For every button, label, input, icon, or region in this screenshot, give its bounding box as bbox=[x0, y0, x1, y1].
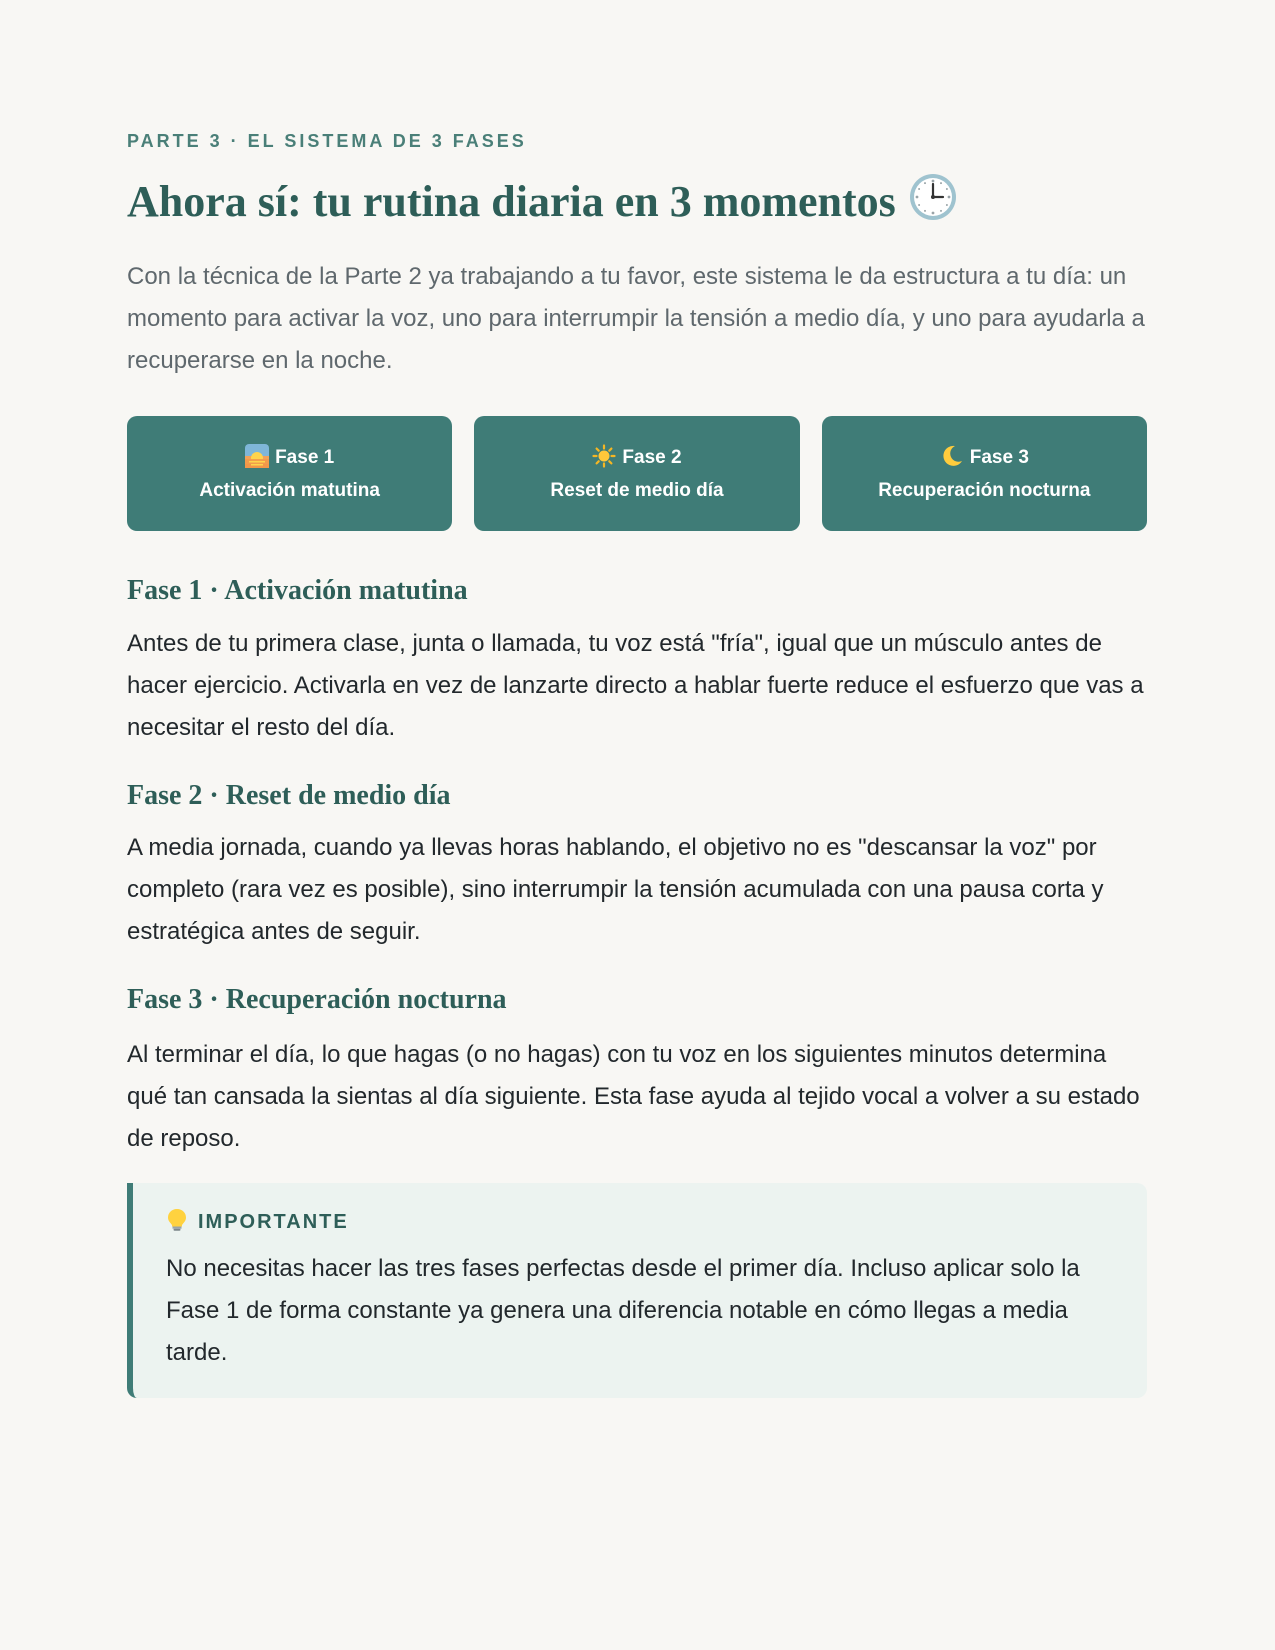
page-title bbox=[127, 172, 958, 230]
phase-card-subtitle: Reset de medio día bbox=[550, 479, 724, 501]
phase-card-1[interactable] bbox=[127, 416, 452, 531]
phase-card-subtitle: Recuperación nocturna bbox=[878, 479, 1091, 501]
lightbulb-icon bbox=[166, 1208, 188, 1232]
sun-icon bbox=[592, 444, 616, 468]
phase-card-title bbox=[245, 441, 334, 474]
sunrise-icon bbox=[245, 444, 269, 468]
phase-card-3[interactable] bbox=[822, 416, 1147, 531]
section-title-fase-3: Fase 3 · Recuperación nocturna bbox=[127, 984, 507, 1015]
callout-text: No necesitas hacer las tres fases perfectas desde el primer día. Incluso aplicar solo la Fase 1 de forma constante ya genera una diferencia notable en cómo llegas a media tarde. bbox=[166, 1255, 1080, 1366]
callout-label-text: IMPORTANTE bbox=[198, 1211, 349, 1233]
phase-cards bbox=[127, 416, 1147, 531]
section-title-fase-2: Fase 2 · Reset de medio día bbox=[127, 780, 451, 811]
crescent-moon-icon bbox=[940, 444, 964, 468]
clock-icon bbox=[908, 172, 958, 222]
page-title-text: Ahora sí: tu rutina diaria en 3 momentos bbox=[127, 177, 896, 226]
section-body-fase-2: A media jornada, cuando ya llevas horas hablando, el objetivo no es "descansar la voz" por completo (rara vez es posible), sino interrumpir la tensión acumulada con una pausa corta y estratégica antes de seguir. bbox=[127, 834, 1104, 945]
phase-card-label: Fase 3 bbox=[969, 446, 1029, 468]
phase-card-title bbox=[592, 441, 681, 474]
callout-label bbox=[166, 1208, 349, 1234]
intro-paragraph: Con la técnica de la Parte 2 ya trabajando a tu favor, este sistema le da estructura a tu día: un momento para activar la voz, uno para interrumpir la tensión a medio día, y uno para ayudarla a recuperarse en la noche. bbox=[127, 263, 1145, 374]
section-title-fase-1: Fase 1 · Activación matutina bbox=[127, 575, 468, 606]
phase-card-label: Fase 2 bbox=[622, 446, 682, 468]
section-body-fase-1: Antes de tu primera clase, junta o llamada, tu voz está "fría", igual que un músculo antes de hacer ejercicio. Activarla en vez de lanzarte directo a hablar fuerte reduce el esfuerzo que vas a necesitar el resto del día. bbox=[127, 630, 1144, 741]
phase-card-label: Fase 1 bbox=[275, 446, 335, 468]
section-body-fase-3: Al terminar el día, lo que hagas (o no hagas) con tu voz en los siguientes minutos determina qué tan cansada la sientas al día siguiente. Esta fase ayuda al tejido vocal a volver a su estado de reposo. bbox=[127, 1041, 1140, 1152]
phase-card-title bbox=[940, 441, 1029, 474]
phase-card-subtitle: Activación matutina bbox=[199, 479, 380, 501]
phase-card-2[interactable] bbox=[474, 416, 799, 531]
section-eyebrow: PARTE 3 · EL SISTEMA DE 3 FASES bbox=[127, 131, 527, 151]
important-callout bbox=[127, 1183, 1147, 1398]
